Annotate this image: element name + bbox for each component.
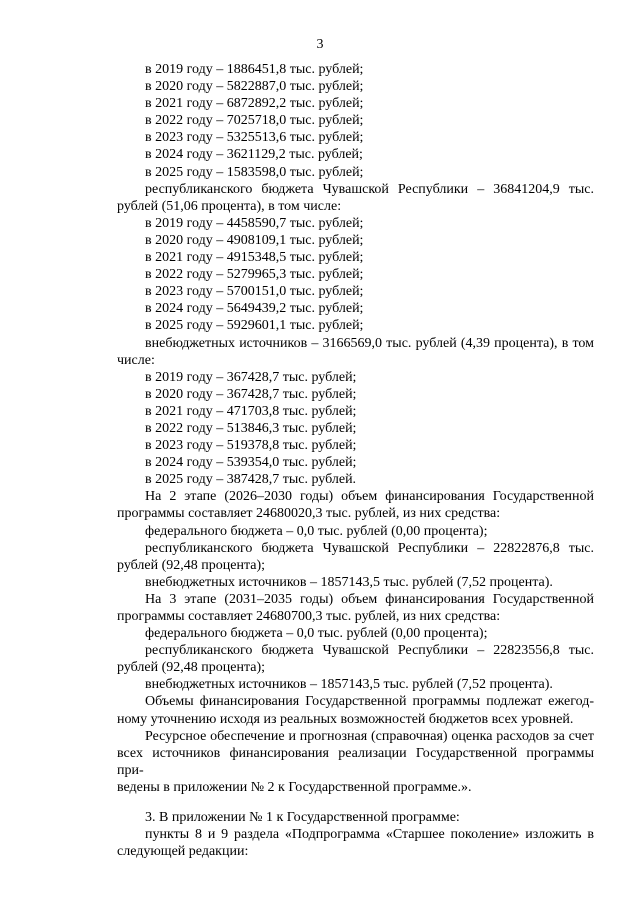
text-line: республиканского бюджета Чувашской Республики – 22822876,8 тыс. <box>145 540 594 556</box>
text-line: На 2 этапе (2026–2030 годы) объем финансирования Государственной <box>145 489 594 505</box>
text-line: На 3 этапе (2031–2035 годы) объем финансирования Государственной <box>145 591 594 607</box>
text-line: федерального бюджета – 0,0 тыс. рублей (0,00 процента); <box>145 626 488 642</box>
text-line: рублей (92,48 процента); <box>117 557 266 573</box>
text-line: в 2020 году – 4908109,1 тыс. рублей; <box>145 232 364 248</box>
text-line: в 2020 году – 367428,7 тыс. рублей; <box>145 386 357 402</box>
text-line: внебюджетных источников – 1857143,5 тыс. рублей (7,52 процента). <box>145 677 553 693</box>
text-line: ному уточнению исходя из реальных возможностей бюджетов всех уровней. <box>117 711 574 727</box>
text-line: в 2024 году – 5649439,2 тыс. рублей; <box>145 301 364 317</box>
text-line: в 2025 году – 387428,7 тыс. рублей. <box>145 472 357 488</box>
text-line: в 2021 году – 471703,8 тыс. рублей; <box>145 403 357 419</box>
text-line: 3. В приложении № 1 к Государственной программе: <box>145 810 460 826</box>
text-line: программы составляет 24680020,3 тыс. рублей, из них средства: <box>117 506 501 522</box>
text-line: пункты 8 и 9 раздела «Подпрограмма «Старшее поколение» изложить в <box>145 827 594 843</box>
text-line: следующей редакции: <box>117 844 249 860</box>
text-line: Объемы финансирования Государственной программы подлежат ежегод- <box>145 694 594 710</box>
text-line: программы составляет 24680700,3 тыс. рублей, из них средства: <box>117 609 501 624</box>
text-line: в 2023 году – 5700151,0 тыс. рублей; <box>145 284 364 300</box>
text-line: в 2020 году – 5822887,0 тыс. рублей; <box>145 79 364 95</box>
text-line: всех источников финансирования реализации Государственной программы при- <box>117 745 594 778</box>
text-line: Ресурсное обеспечение и прогнозная (справочная) оценка расходов за счет <box>145 728 594 744</box>
text-line: республиканского бюджета Чувашской Республики – 36841204,9 тыс. <box>145 181 594 197</box>
text-line: в 2024 году – 539354,0 тыс. рублей; <box>145 455 357 471</box>
text-line: федерального бюджета – 0,0 тыс. рублей (0,00 процента); <box>145 523 488 539</box>
text-line: в 2022 году – 7025718,0 тыс. рублей; <box>145 113 364 129</box>
text-line: в 2021 году – 4915348,5 тыс. рублей; <box>145 250 364 266</box>
text-line: в 2022 году – 513846,3 тыс. рублей; <box>145 420 357 436</box>
text-line: в 2019 году – 1886451,8 тыс. рублей; <box>145 62 364 77</box>
text-line: внебюджетных источников – 3166569,0 тыс. рублей (4,39 процента), в том <box>145 335 594 351</box>
text-line: в 2022 году – 5279965,3 тыс. рублей; <box>145 267 364 283</box>
page-number: 3 <box>316 37 324 52</box>
text-line: республиканского бюджета Чувашской Республики – 22823556,8 тыс. <box>145 643 594 659</box>
text-line: внебюджетных источников – 1857143,5 тыс. рублей (7,52 процента). <box>145 574 553 590</box>
text-line: в 2023 году – 5325513,6 тыс. рублей; <box>145 130 364 146</box>
text-line: рублей (92,48 процента); <box>117 660 266 676</box>
text-line: числе: <box>117 352 155 368</box>
text-line: в 2024 году – 3621129,2 тыс. рублей; <box>145 147 363 163</box>
text-line: в 2019 году – 4458590,7 тыс. рублей; <box>145 215 364 231</box>
text-line: в 2025 году – 5929601,1 тыс. рублей; <box>145 318 364 334</box>
text-line: в 2023 году – 519378,8 тыс. рублей; <box>145 438 357 454</box>
paragraph-gap <box>117 796 594 809</box>
text-line: в 2021 году – 6872892,2 тыс. рублей; <box>145 96 364 112</box>
text-line: в 2025 году – 1583598,0 тыс. рублей; <box>145 164 364 180</box>
text-line: ведены в приложении № 2 к Государственной программе.». <box>117 779 472 795</box>
text-line: в 2019 году – 367428,7 тыс. рублей; <box>145 369 357 385</box>
document-body <box>117 61 594 860</box>
text-line: рублей (51,06 процента), в том числе: <box>117 198 342 214</box>
